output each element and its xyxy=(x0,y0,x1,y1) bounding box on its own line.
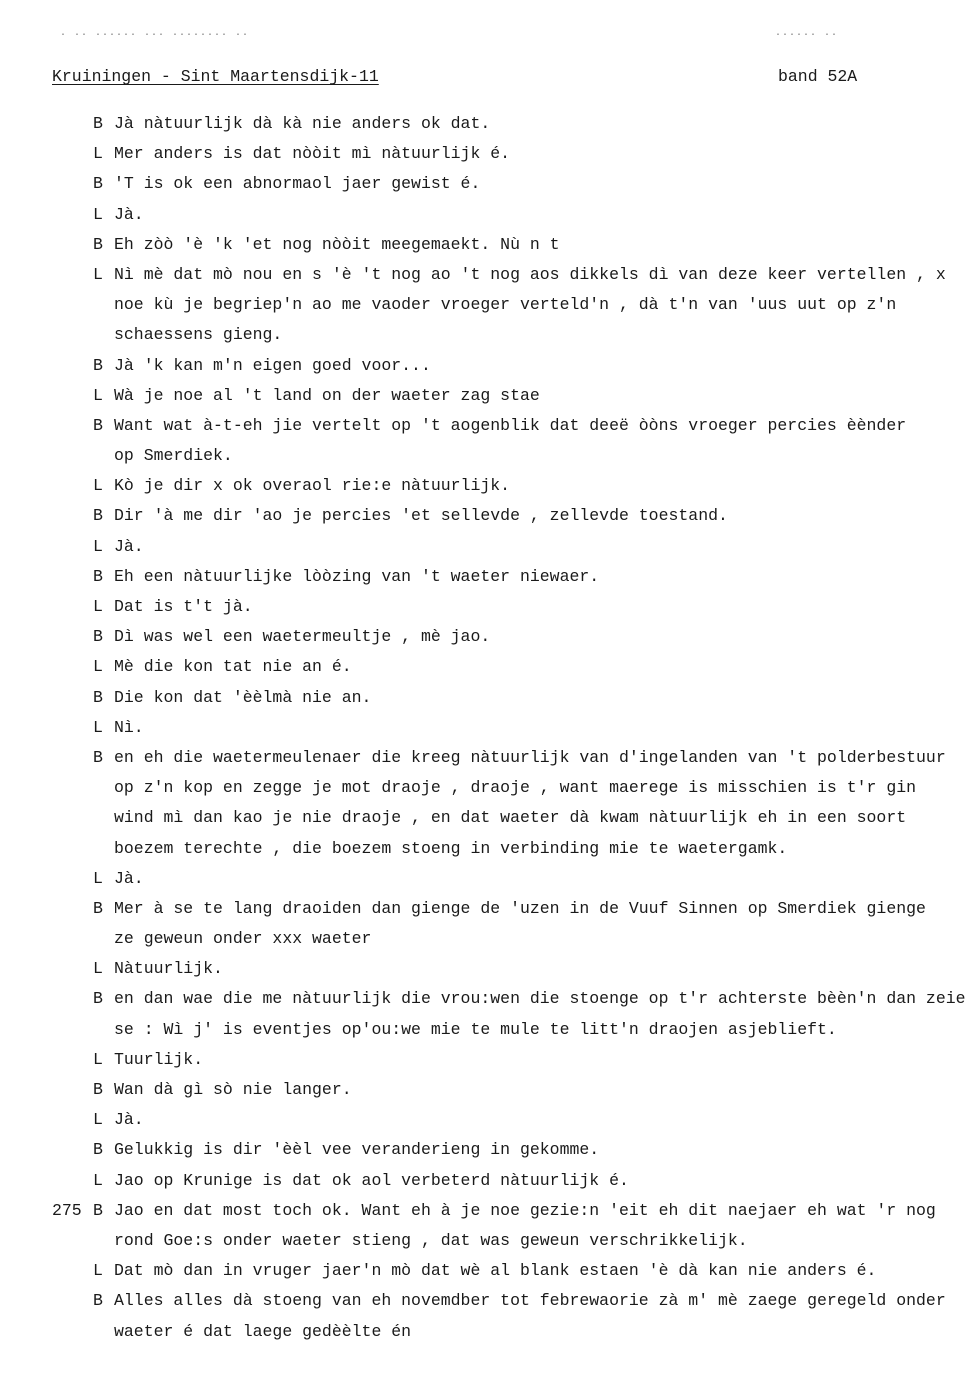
transcript-line xyxy=(0,1317,979,1347)
speaker-label: L xyxy=(93,144,103,164)
utterance-text: Jà 'k kan m'n eigen goed voor... xyxy=(114,355,431,375)
utterance-text: Nì. xyxy=(114,717,144,737)
speaker-label: L xyxy=(93,204,103,224)
utterance-text: Wà je noe al 't land on der waeter zag stae xyxy=(114,385,540,405)
transcript-line xyxy=(0,864,979,894)
transcript-line xyxy=(0,683,979,713)
transcript-line xyxy=(0,1166,979,1196)
utterance-text: Alles alles dà stoeng van eh novemdber tot febrewaorie zà m' mè zaege geregeld onder xyxy=(114,1291,946,1311)
transcript-line xyxy=(0,834,979,864)
speaker-label: L xyxy=(93,1170,103,1190)
transcript-line xyxy=(0,260,979,290)
speaker-label: L xyxy=(93,1049,103,1069)
speaker-label: B xyxy=(93,898,103,918)
transcript-line xyxy=(0,320,979,350)
utterance-text: Eh zòò 'è 'k 'et nog nòòit meegemaekt. Nù n t xyxy=(114,234,560,254)
transcript-line xyxy=(0,501,979,531)
utterance-text: 'T is ok een abnormaol jaer gewist é. xyxy=(114,174,481,194)
speaker-label: B xyxy=(93,747,103,767)
utterance-text: Dir 'à me dir 'ao je percies 'et sellevde , zellevde toestand. xyxy=(114,506,728,526)
utterance-text: op Smerdiek. xyxy=(114,446,233,466)
transcript-line xyxy=(0,200,979,230)
utterance-text: Die kon dat 'èèlmà nie an. xyxy=(114,687,372,707)
transcript-line xyxy=(0,351,979,381)
transcript-line xyxy=(0,1135,979,1165)
utterance-text: Jà. xyxy=(114,204,144,224)
transcript-line xyxy=(0,803,979,833)
transcript-line xyxy=(0,1226,979,1256)
transcript xyxy=(0,109,979,1347)
utterance-text: Mè die kon tat nie an é. xyxy=(114,657,352,677)
speaker-label: B xyxy=(93,566,103,586)
speaker-label: B xyxy=(93,174,103,194)
utterance-text: op z'n kop en zegge je mot draoje , draoje , want maerege is misschien is t'r gin xyxy=(114,778,917,798)
speaker-label: L xyxy=(93,476,103,496)
utterance-text: Mer anders is dat nòòit mì nàtuurlijk é. xyxy=(114,144,511,164)
utterance-text: en dan wae die me nàtuurlijk die vrou:wen die stoenge op t'r achterste bèèn'n dan zeie xyxy=(114,989,966,1009)
transcript-line xyxy=(0,622,979,652)
speaker-label: B xyxy=(93,234,103,254)
utterance-text: Gelukkig is dir 'èèl vee veranderieng in gekomme. xyxy=(114,1140,600,1160)
transcript-line xyxy=(0,894,979,924)
speaker-label: L xyxy=(93,264,103,284)
transcript-line xyxy=(0,1045,979,1075)
transcript-line xyxy=(0,1105,979,1135)
utterance-text: Jà. xyxy=(114,868,144,888)
utterance-text: wind mì dan kao je nie draoje , en dat waeter dà kwam nàtuurlijk eh in een soort xyxy=(114,808,907,828)
transcript-line xyxy=(0,441,979,471)
utterance-text: Kò je dir x ok overaol rie:e nàtuurlijk. xyxy=(114,476,511,496)
speaker-label: B xyxy=(93,355,103,375)
transcript-line xyxy=(0,169,979,199)
utterance-text: Dì was wel een waetermeultje , mè jao. xyxy=(114,627,491,647)
speaker-label: L xyxy=(93,959,103,979)
speaker-label: L xyxy=(93,1261,103,1281)
utterance-text: Wan dà gì sò nie langer. xyxy=(114,1080,352,1099)
utterance-text: Jà nàtuurlijk dà kà nie anders ok dat. xyxy=(114,114,491,133)
transcript-line xyxy=(0,592,979,622)
speaker-label: L xyxy=(93,385,103,405)
document-title: Kruiningen - Sint Maartensdijk-11 xyxy=(52,67,379,86)
speaker-label: B xyxy=(93,506,103,526)
scan-noise-right: ······ ·· xyxy=(775,30,839,41)
utterance-text: schaessens gieng. xyxy=(114,325,283,345)
transcript-line xyxy=(0,290,979,320)
transcript-line xyxy=(0,954,979,984)
band-label: band 52A xyxy=(778,67,858,86)
speaker-label: L xyxy=(93,657,103,677)
speaker-label: B xyxy=(93,1291,103,1311)
speaker-label: B xyxy=(93,989,103,1009)
utterance-text: waeter é dat laege gedèèlte én xyxy=(114,1321,412,1341)
transcript-line xyxy=(0,139,979,169)
transcript-line xyxy=(0,743,979,773)
transcript-line xyxy=(0,713,979,743)
transcript-line xyxy=(0,381,979,411)
transcript-line xyxy=(0,1256,979,1286)
transcript-line xyxy=(0,1015,979,1045)
transcript-line xyxy=(0,652,979,682)
speaker-label: L xyxy=(93,1110,103,1130)
transcript-line xyxy=(0,984,979,1014)
utterance-text: Dat is t't jà. xyxy=(114,597,253,616)
speaker-label: L xyxy=(93,536,103,556)
utterance-text: Eh een nàtuurlijke lòòzing van 't waeter niewaer. xyxy=(114,566,600,586)
utterance-text: noe kù je begriep'n ao me vaoder vroeger verteld'n , dà t'n van 'uus uut op z'n xyxy=(114,295,897,315)
utterance-text: rond Goe:s onder waeter stieng , dat was geweun verschrikkelijk. xyxy=(114,1230,748,1250)
transcript-line xyxy=(0,1196,979,1226)
transcript-line xyxy=(0,411,979,441)
utterance-text: Mer à se te lang draoiden dan gienge de 'uzen in de Vuuf Sinnen op Smerdiek gienge xyxy=(114,898,926,918)
utterance-text: boezem terechte , die boezem stoeng in verbinding mie te waetergamk. xyxy=(114,838,788,858)
transcript-line xyxy=(0,773,979,803)
utterance-text: ze geweun onder xxx waeter xyxy=(114,929,372,949)
speaker-label: B xyxy=(93,1140,103,1160)
speaker-label: B xyxy=(93,415,103,435)
transcript-line xyxy=(0,471,979,501)
utterance-text: se : Wì j' is eventjes op'ou:we mie te mule te litt'n draojen asjeblieft. xyxy=(114,1019,837,1039)
utterance-text: Nì mè dat mò nou en s 'è 't nog ao 't nog aos dikkels dì van deze keer vertellen , x xyxy=(114,264,946,284)
utterance-text: en eh die waetermeulenaer die kreeg nàtuurlijk van d'ingelanden van 't polderbestuur xyxy=(114,747,946,767)
utterance-text: Dat mò dan in vruger jaer'n mò dat wè al blank estaen 'è dà kan nie anders é. xyxy=(114,1261,877,1281)
speaker-label: B xyxy=(93,114,103,133)
transcript-line xyxy=(0,924,979,954)
utterance-text: Jao en dat most toch ok. Want eh à je noe gezie:n 'eit eh dit naejaer eh wat 'r nog xyxy=(114,1200,936,1220)
utterance-text: Tuurlijk. xyxy=(114,1049,204,1069)
speaker-label: B xyxy=(93,687,103,707)
utterance-text: Want wat à-t-eh jie vertelt op 't aogenblik dat deeë òòns vroeger percies èènder xyxy=(114,415,907,435)
utterance-text: Jao op Krunige is dat ok aol verbeterd nàtuurlijk é. xyxy=(114,1170,629,1190)
scan-noise-left: · ·· ······ ··· ········ ·· xyxy=(60,30,250,41)
speaker-label: B xyxy=(93,1080,103,1099)
utterance-text: Jà. xyxy=(114,1110,144,1130)
transcript-line xyxy=(0,230,979,260)
speaker-label: B xyxy=(93,627,103,647)
utterance-text: Nàtuurlijk. xyxy=(114,959,223,979)
speaker-label: L xyxy=(93,868,103,888)
transcript-line xyxy=(0,532,979,562)
transcript-line xyxy=(0,109,979,139)
utterance-text: Jà. xyxy=(114,536,144,556)
transcript-line xyxy=(0,1286,979,1316)
transcript-line xyxy=(0,562,979,592)
speaker-label: B xyxy=(93,1200,103,1220)
speaker-label: L xyxy=(93,717,103,737)
line-number: 275 xyxy=(52,1200,82,1220)
transcript-line xyxy=(0,1075,979,1105)
speaker-label: L xyxy=(93,597,103,616)
